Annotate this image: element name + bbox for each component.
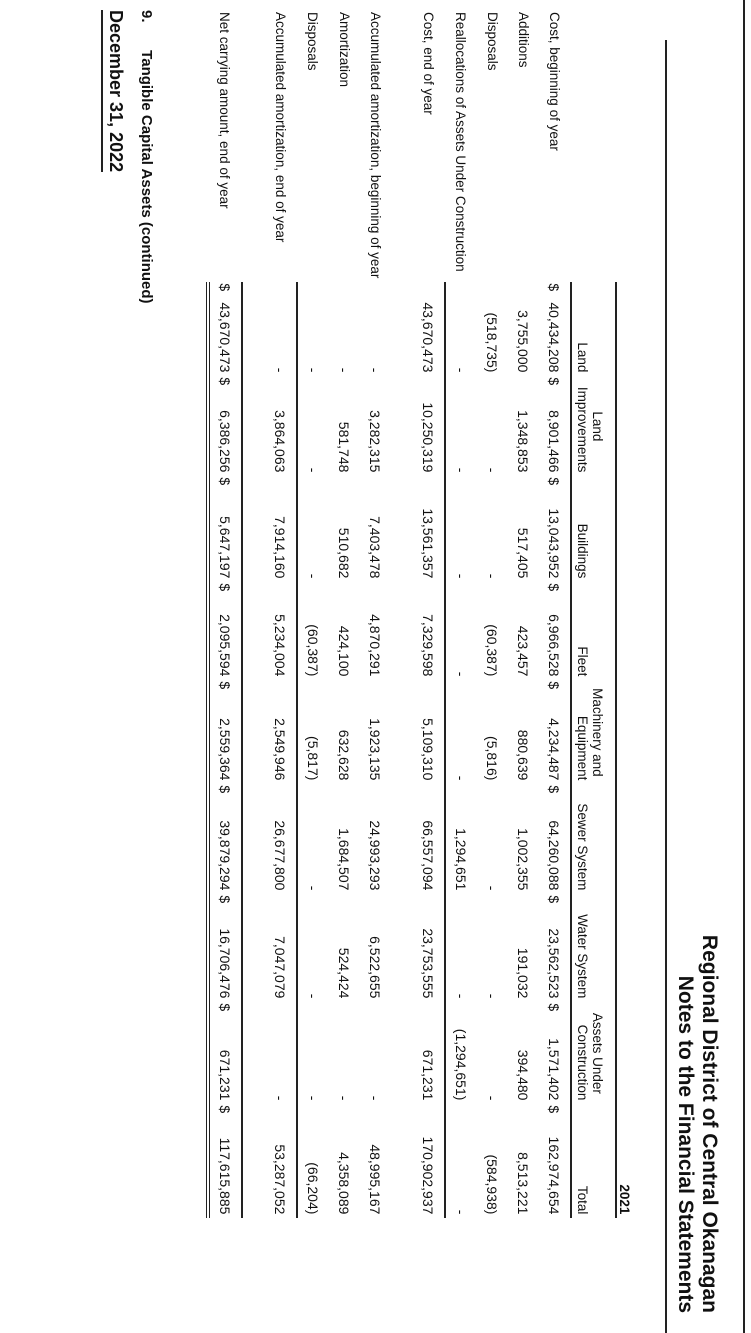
row-label: Additions	[516, 12, 531, 68]
currency-symbol	[508, 1104, 539, 1116]
currency-symbol	[265, 784, 297, 796]
cell-value: 170,902,937	[413, 1116, 445, 1218]
spacer-row	[391, 8, 413, 1218]
currency-symbol	[360, 282, 391, 294]
column-header-line1	[590, 586, 605, 676]
column-header-line1: Land	[590, 411, 605, 442]
currency-symbol: $	[208, 1104, 242, 1116]
table-row	[265, 8, 297, 1218]
cell-value: (584,938)	[484, 1154, 501, 1215]
cell-value: (60,387)	[305, 624, 322, 677]
cell-value: 6,386,256	[208, 388, 242, 476]
currency-symbol	[413, 1002, 445, 1014]
currency-symbol	[297, 476, 329, 488]
column-header	[571, 282, 616, 376]
cell-value: -	[453, 467, 470, 473]
cell-value: 4,358,089	[336, 1152, 353, 1215]
cell-value: 23,562,523	[539, 906, 571, 1002]
cell-value: -	[265, 1014, 297, 1104]
cell-value: 632,628	[336, 729, 353, 781]
cell-value: 13,043,952	[539, 488, 571, 582]
spacer-cell	[242, 8, 265, 1218]
currency-symbol	[477, 680, 508, 692]
currency-symbol: $	[539, 582, 571, 594]
cell-value: -	[305, 885, 322, 891]
currency-symbol	[329, 1002, 360, 1014]
cell-value: 5,234,004	[265, 594, 297, 680]
table-row	[208, 8, 242, 1218]
cell-value: 40,434,208	[539, 294, 571, 376]
cell-value: -	[484, 467, 501, 473]
cell-value: 1,571,402	[539, 1014, 571, 1104]
currency-symbol	[508, 784, 539, 796]
cell-value: 191,032	[515, 947, 532, 999]
row-label: Disposals	[485, 12, 500, 71]
currency-symbol: $	[539, 680, 571, 692]
column-header-line1	[590, 898, 605, 998]
tangible-capital-assets-table	[206, 8, 633, 1218]
currency-symbol	[413, 784, 445, 796]
column-header-line1	[590, 480, 605, 578]
currency-symbol	[297, 1104, 329, 1116]
currency-symbol: $	[539, 1002, 571, 1014]
table-row	[477, 8, 508, 1218]
cell-value: 5,647,197	[208, 488, 242, 582]
cell-value: -	[305, 573, 322, 579]
cell-value: 43,670,473	[208, 294, 242, 376]
cell-value: (518,735)	[484, 312, 501, 373]
cell-value: 880,639	[515, 729, 532, 781]
currency-symbol: $	[539, 894, 571, 906]
currency-symbol	[329, 582, 360, 594]
currency-symbol	[508, 282, 539, 294]
column-header	[571, 1104, 616, 1218]
currency-symbol	[265, 376, 297, 388]
currency-symbol	[360, 1104, 391, 1116]
column-header-row	[571, 8, 616, 1218]
cell-value: -	[453, 775, 470, 781]
top-rule	[743, 0, 745, 1333]
cell-value: 7,914,160	[265, 488, 297, 582]
currency-symbol: $	[208, 680, 242, 692]
column-header-line1	[590, 286, 605, 372]
currency-symbol	[477, 376, 508, 388]
currency-symbol	[265, 680, 297, 692]
row-label: Disposals	[305, 12, 321, 71]
cell-value: -	[484, 993, 501, 999]
cell-value: (60,387)	[484, 624, 501, 677]
cell-value: -	[453, 573, 470, 579]
currency-symbol: $	[208, 376, 242, 388]
header-blank	[571, 8, 616, 282]
currency-symbol	[477, 784, 508, 796]
column-header-line2: Equipment	[575, 715, 590, 781]
currency-symbol: $	[539, 376, 571, 388]
currency-symbol	[329, 1104, 360, 1116]
currency-symbol	[265, 476, 297, 488]
cell-value: 423,457	[515, 625, 532, 677]
cell-value: -	[367, 1095, 384, 1101]
currency-symbol	[508, 476, 539, 488]
currency-symbol	[360, 476, 391, 488]
cell-value: (5,816)	[484, 736, 501, 781]
currency-symbol	[265, 1002, 297, 1014]
row-label: Reallocations of Assets Under Construction	[453, 12, 469, 272]
currency-symbol	[445, 784, 477, 796]
currency-symbol: $	[208, 784, 242, 796]
cell-value: 394,480	[515, 1049, 532, 1101]
column-header-line2: Water System	[575, 914, 590, 999]
currency-symbol	[445, 376, 477, 388]
cell-value: -	[336, 1095, 353, 1101]
cell-value: -	[305, 1095, 322, 1101]
currency-symbol: $	[539, 476, 571, 488]
cell-value: (66,204)	[305, 1162, 322, 1215]
column-header-line2: Construction	[575, 1024, 590, 1101]
section-heading	[138, 10, 155, 304]
cell-value: 581,748	[336, 421, 353, 473]
cell-value: 3,864,063	[265, 388, 297, 476]
currency-symbol	[445, 1002, 477, 1014]
currency-symbol	[297, 680, 329, 692]
document-title: Notes to the Financial Statements	[674, 975, 697, 1313]
cell-value: -	[305, 467, 322, 473]
header-rule	[665, 40, 667, 1333]
cell-value: 7,403,478	[367, 516, 384, 579]
currency-symbol	[265, 894, 297, 906]
organization-name: Regional District of Central Okanagan	[698, 934, 721, 1313]
currency-symbol: $	[539, 784, 571, 796]
period-date: December 31, 2022	[101, 10, 126, 172]
currency-symbol	[413, 680, 445, 692]
cell-value: 3,755,000	[515, 310, 532, 373]
column-header-line1: Assets Under	[590, 1012, 605, 1094]
cell-value: 53,287,052	[265, 1116, 297, 1218]
cell-value: 162,974,654	[539, 1116, 571, 1218]
cell-value: -	[305, 367, 322, 373]
cell-value: -	[453, 367, 470, 373]
cell-value: 6,966,528	[539, 594, 571, 680]
cell-value: 1,002,355	[515, 828, 532, 891]
currency-symbol	[329, 680, 360, 692]
currency-symbol	[297, 894, 329, 906]
cell-value: 1,348,853	[515, 410, 532, 473]
currency-symbol	[508, 680, 539, 692]
currency-symbol	[508, 582, 539, 594]
column-header-line2: Improvements	[575, 386, 590, 473]
column-header-line1	[590, 788, 605, 890]
cell-value: 517,405	[515, 527, 532, 579]
currency-symbol	[445, 476, 477, 488]
cell-value: (5,817)	[305, 736, 322, 781]
cell-value: 24,993,293	[367, 820, 384, 891]
currency-symbol	[329, 376, 360, 388]
currency-symbol	[329, 894, 360, 906]
cell-value: 10,250,319	[413, 388, 445, 476]
cell-value: (1,294,651)	[453, 1028, 470, 1101]
currency-symbol	[413, 894, 445, 906]
cell-value: 510,682	[336, 527, 353, 579]
cell-value: 48,995,167	[367, 1144, 384, 1215]
currency-symbol: $	[208, 1002, 242, 1014]
currency-symbol	[297, 582, 329, 594]
currency-symbol	[329, 784, 360, 796]
column-header	[571, 376, 616, 476]
cell-value: 424,100	[336, 625, 353, 677]
cell-value: 8,901,466	[539, 388, 571, 476]
cell-value: 26,677,800	[265, 796, 297, 894]
column-header-line1	[590, 1108, 605, 1214]
section-title: Tangible Capital Assets (continued)	[138, 50, 155, 304]
column-header	[571, 894, 616, 1002]
currency-symbol	[508, 894, 539, 906]
table-row	[329, 8, 360, 1218]
currency-symbol	[477, 1104, 508, 1116]
currency-symbol	[445, 582, 477, 594]
cell-value: 64,260,088	[539, 796, 571, 894]
cell-value: 524,424	[336, 947, 353, 999]
cell-value: 5,109,310	[413, 692, 445, 784]
cell-value: 2,095,594	[208, 594, 242, 680]
currency-symbol: $	[208, 282, 242, 294]
cell-value: 6,522,655	[367, 936, 384, 999]
cell-value: 39,879,294	[208, 796, 242, 894]
cell-value: -	[453, 671, 470, 677]
cell-value: 7,329,598	[413, 594, 445, 680]
table-row	[508, 8, 539, 1218]
currency-symbol	[360, 376, 391, 388]
table-row	[539, 8, 571, 1218]
currency-symbol	[477, 282, 508, 294]
column-header	[571, 680, 616, 784]
cell-value: 1,923,135	[367, 718, 384, 781]
currency-symbol	[413, 1104, 445, 1116]
cell-value: 671,231	[208, 1014, 242, 1104]
currency-symbol	[445, 680, 477, 692]
spacer-cell	[391, 8, 413, 1218]
cell-value: 66,557,094	[413, 796, 445, 894]
currency-symbol	[297, 1002, 329, 1014]
cell-value: -	[484, 573, 501, 579]
currency-symbol	[360, 680, 391, 692]
year-label: 2021	[616, 282, 633, 1218]
year-row	[616, 8, 633, 1218]
row-label: Cost, beginning of year	[547, 12, 563, 151]
cell-value: 671,231	[413, 1014, 445, 1104]
cell-value: -	[305, 993, 322, 999]
row-label: Accumulated amortization, end of year	[273, 12, 289, 243]
cell-value: -	[453, 993, 470, 999]
currency-symbol	[329, 282, 360, 294]
year-spacer	[616, 8, 633, 282]
cell-value: -	[265, 294, 297, 376]
currency-symbol	[445, 1104, 477, 1116]
currency-symbol	[265, 1104, 297, 1116]
cell-value: -	[484, 885, 501, 891]
currency-symbol	[360, 784, 391, 796]
column-header-line2: Sewer System	[575, 803, 590, 891]
spacer-row	[242, 8, 265, 1218]
currency-symbol: $	[208, 894, 242, 906]
cell-value: 7,047,079	[265, 906, 297, 1002]
currency-symbol	[265, 582, 297, 594]
column-header	[571, 784, 616, 894]
table-row	[360, 8, 391, 1218]
currency-symbol	[329, 476, 360, 488]
currency-symbol	[477, 476, 508, 488]
currency-symbol	[297, 282, 329, 294]
currency-symbol	[477, 1002, 508, 1014]
cell-value: 4,870,291	[367, 614, 384, 677]
column-header-line2: Total	[575, 1185, 590, 1215]
currency-symbol	[360, 1002, 391, 1014]
cell-value: 4,234,487	[539, 692, 571, 784]
cell-value: 8,513,221	[515, 1152, 532, 1215]
currency-symbol: $	[539, 1104, 571, 1116]
currency-symbol	[445, 894, 477, 906]
currency-symbol	[360, 894, 391, 906]
currency-symbol	[477, 894, 508, 906]
cell-value: 13,561,357	[413, 488, 445, 582]
currency-symbol: $	[208, 476, 242, 488]
section-number: 9.	[138, 10, 155, 23]
table-row	[297, 8, 329, 1218]
cell-value: -	[367, 367, 384, 373]
currency-symbol	[508, 376, 539, 388]
currency-symbol	[297, 784, 329, 796]
currency-symbol	[508, 1002, 539, 1014]
currency-symbol	[477, 582, 508, 594]
cell-value: 3,282,315	[367, 410, 384, 473]
column-header	[571, 1002, 616, 1104]
table-row	[413, 8, 445, 1218]
currency-symbol	[265, 282, 297, 294]
currency-symbol	[413, 476, 445, 488]
row-label: Cost, end of year	[421, 12, 437, 115]
currency-symbol: $	[539, 282, 571, 294]
cell-value: 23,753,555	[413, 906, 445, 1002]
column-header-line2: Buildings	[575, 523, 590, 579]
cell-value: 43,670,473	[413, 294, 445, 376]
cell-value: 16,706,476	[208, 906, 242, 1002]
column-header-line2: Fleet	[575, 646, 590, 677]
column-header	[571, 476, 616, 582]
cell-value: -	[453, 1209, 470, 1215]
currency-symbol	[297, 376, 329, 388]
column-header-line1: Machinery and	[590, 688, 605, 777]
currency-symbol	[360, 582, 391, 594]
currency-symbol	[445, 282, 477, 294]
cell-value: -	[484, 1095, 501, 1101]
cell-value: -	[336, 367, 353, 373]
cell-value: 1,294,651	[453, 828, 470, 891]
column-header	[571, 582, 616, 680]
currency-symbol	[413, 582, 445, 594]
row-label: Accumulated amortization, beginning of year	[368, 12, 383, 279]
cell-value: 2,559,364	[208, 692, 242, 784]
cell-value: 117,615,885	[208, 1116, 242, 1218]
cell-value: 1,684,507	[336, 828, 353, 891]
cell-value: 2,549,946	[265, 692, 297, 784]
column-header-line2: Land	[575, 342, 590, 373]
currency-symbol: $	[208, 582, 242, 594]
row-label: Net carrying amount, end of year	[217, 12, 233, 209]
currency-symbol	[413, 376, 445, 388]
row-label: Amortization	[337, 12, 352, 88]
currency-symbol	[413, 282, 445, 294]
table-row	[445, 8, 477, 1218]
